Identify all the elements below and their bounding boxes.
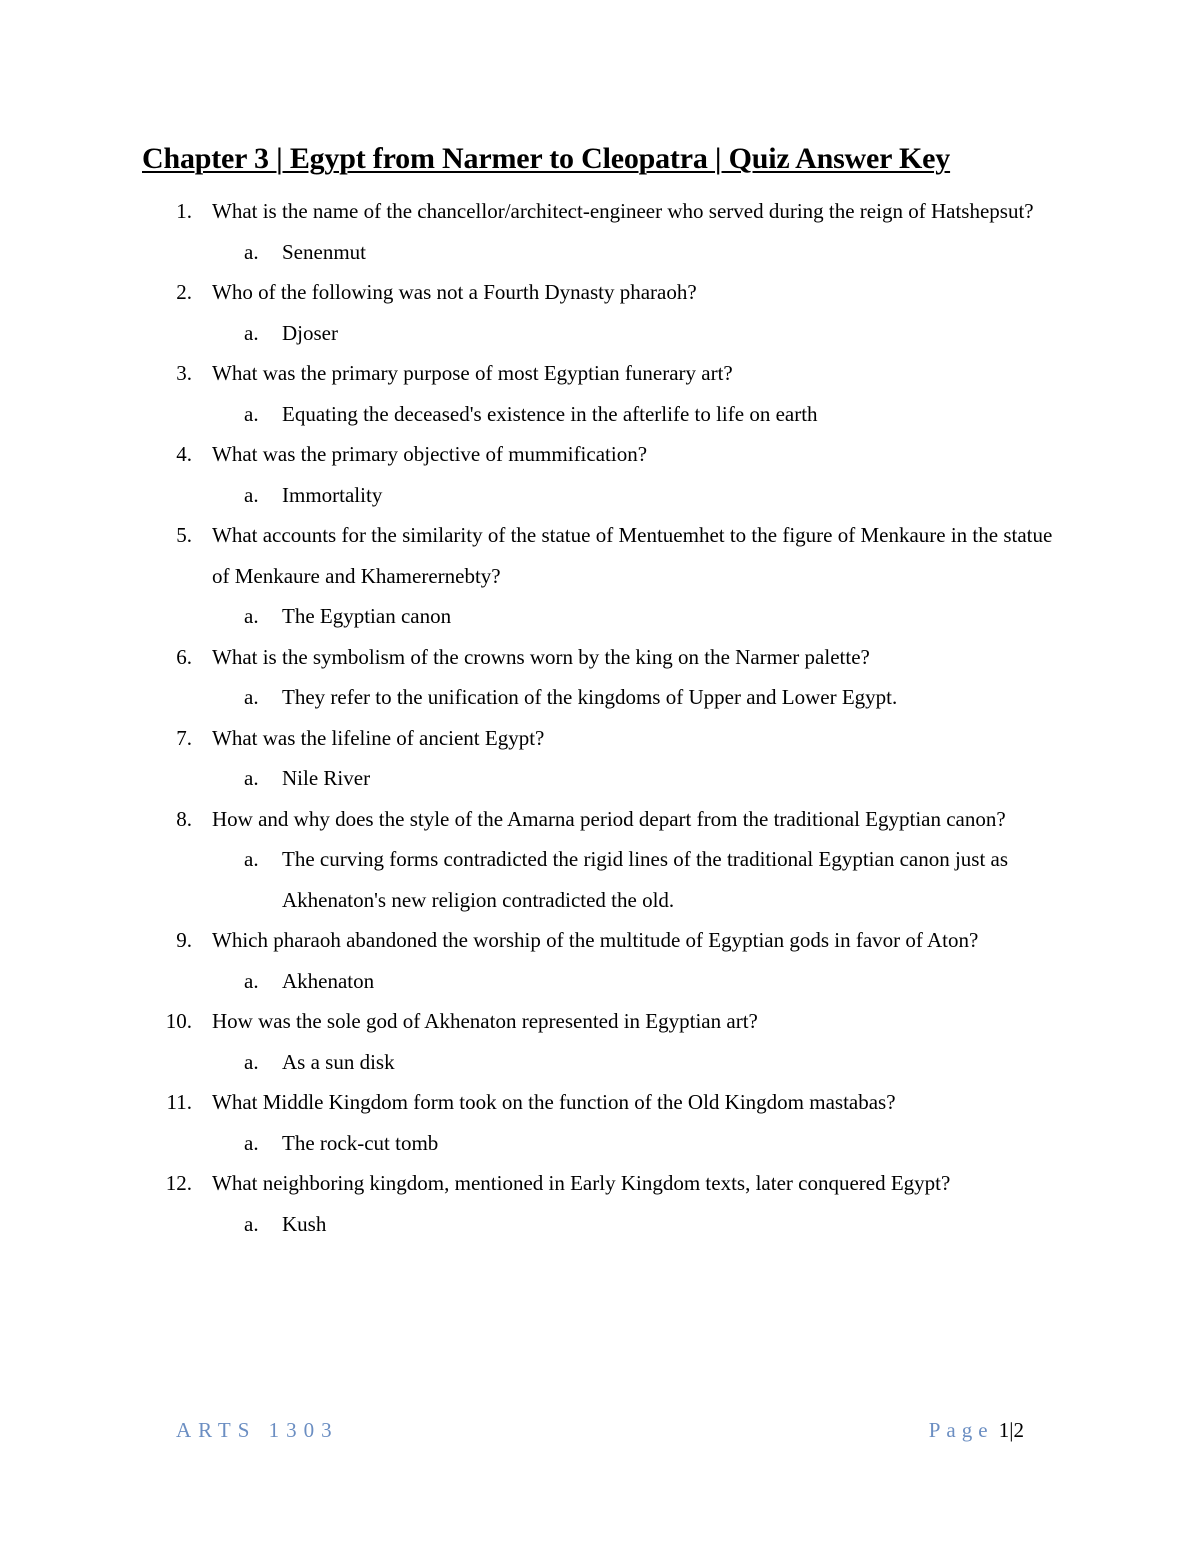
answer-text: Immortality xyxy=(282,482,383,507)
quiz-question xyxy=(0,191,1200,232)
question-number: 4. xyxy=(176,442,192,466)
quiz-question xyxy=(0,799,1200,840)
quiz-question xyxy=(0,637,1200,678)
quiz-answer xyxy=(0,839,1200,920)
quiz-answer xyxy=(0,758,1200,799)
quiz-answer xyxy=(0,1204,1200,1245)
answer-text: The rock-cut tomb xyxy=(282,1130,439,1155)
answer-letter: a. xyxy=(244,847,259,871)
quiz-answer xyxy=(0,961,1200,1002)
quiz-question xyxy=(0,515,1200,596)
footer-course-code: ARTS 1303 xyxy=(176,1418,339,1442)
quiz-answer xyxy=(0,232,1200,273)
quiz-question xyxy=(0,718,1200,759)
question-text: Who of the following was not a Fourth Dynasty pharaoh? xyxy=(212,280,697,304)
quiz-question xyxy=(0,1163,1200,1204)
question-text: What accounts for the similarity of the statue of Mentuemhet to the figure of Menkaure in the statue of Menkaure and Khamerernebty? xyxy=(212,523,1053,588)
footer-page-indicator xyxy=(929,1418,1024,1443)
question-number: 9. xyxy=(176,928,192,952)
answer-letter: a. xyxy=(244,766,259,790)
quiz-question xyxy=(0,434,1200,475)
answer-text: Equating the deceased's existence in the afterlife to life on earth xyxy=(282,401,818,426)
quiz-question-list xyxy=(0,191,1200,1244)
quiz-answer xyxy=(0,394,1200,435)
quiz-question xyxy=(0,1001,1200,1042)
answer-letter: a. xyxy=(244,1211,259,1236)
quiz-question xyxy=(0,920,1200,961)
page-title: Chapter 3 | Egypt from Narmer to Cleopatra | Quiz Answer Key xyxy=(142,142,951,175)
answer-letter: a. xyxy=(244,968,259,993)
quiz-answer xyxy=(0,596,1200,637)
question-text: What is the name of the chancellor/architect-engineer who served during the reign of Hatshepsut? xyxy=(212,199,1034,223)
question-number: 2. xyxy=(176,280,192,304)
question-text: What Middle Kingdom form took on the function of the Old Kingdom mastabas? xyxy=(212,1090,896,1114)
answer-text: The curving forms contradicted the rigid lines of the traditional Egyptian canon just as Akhenaton's new religion contradicted the old. xyxy=(282,847,1009,912)
answer-letter: a. xyxy=(244,604,259,628)
question-number: 8. xyxy=(176,806,192,831)
answer-letter: a. xyxy=(244,482,259,507)
question-number: 7. xyxy=(176,725,192,750)
question-text: What neighboring kingdom, mentioned in Early Kingdom texts, later conquered Egypt? xyxy=(212,1171,951,1195)
quiz-answer xyxy=(0,677,1200,718)
question-text: What was the primary purpose of most Egyptian funerary art? xyxy=(212,361,733,385)
question-text: Which pharaoh abandoned the worship of the multitude of Egyptian gods in favor of Aton? xyxy=(212,928,979,952)
question-text: How and why does the style of the Amarna period depart from the traditional Egyptian canon? xyxy=(212,806,1006,831)
answer-text: As a sun disk xyxy=(282,1049,395,1074)
question-text: What is the symbolism of the crowns worn by the king on the Narmer palette? xyxy=(212,644,870,669)
question-number: 12. xyxy=(165,1171,192,1195)
answer-text: Akhenaton xyxy=(282,968,375,993)
quiz-question xyxy=(0,353,1200,394)
quiz-answer xyxy=(0,1042,1200,1083)
quiz-answer xyxy=(0,475,1200,516)
question-number: 10. xyxy=(165,1009,192,1033)
quiz-question xyxy=(0,1082,1200,1123)
answer-text: Djoser xyxy=(282,320,338,345)
answer-text: Senenmut xyxy=(282,239,366,264)
question-number: 5. xyxy=(176,523,192,547)
question-number: 6. xyxy=(176,644,192,669)
answer-letter: a. xyxy=(244,320,259,345)
answer-text: Kush xyxy=(282,1211,327,1236)
answer-letter: a. xyxy=(244,1130,259,1155)
quiz-answer xyxy=(0,313,1200,354)
answer-letter: a. xyxy=(244,401,259,426)
answer-letter: a. xyxy=(244,1049,259,1074)
footer-page-label: Page xyxy=(928,1418,994,1442)
question-number: 3. xyxy=(176,361,192,385)
question-number: 11. xyxy=(166,1090,192,1114)
question-text: What was the lifeline of ancient Egypt? xyxy=(212,725,545,750)
answer-text: Nile River xyxy=(282,766,371,790)
question-text: What was the primary objective of mummification? xyxy=(212,442,648,466)
answer-text: They refer to the unification of the kingdoms of Upper and Lower Egypt. xyxy=(282,685,898,709)
quiz-answer xyxy=(0,1123,1200,1164)
question-text: How was the sole god of Akhenaton represented in Egyptian art? xyxy=(212,1009,758,1033)
question-number: 1. xyxy=(176,199,192,223)
footer-page-number: 1|2 xyxy=(998,1418,1024,1442)
answer-letter: a. xyxy=(244,685,259,709)
answer-text: The Egyptian canon xyxy=(282,604,452,628)
quiz-question xyxy=(0,272,1200,313)
answer-letter: a. xyxy=(244,239,259,264)
